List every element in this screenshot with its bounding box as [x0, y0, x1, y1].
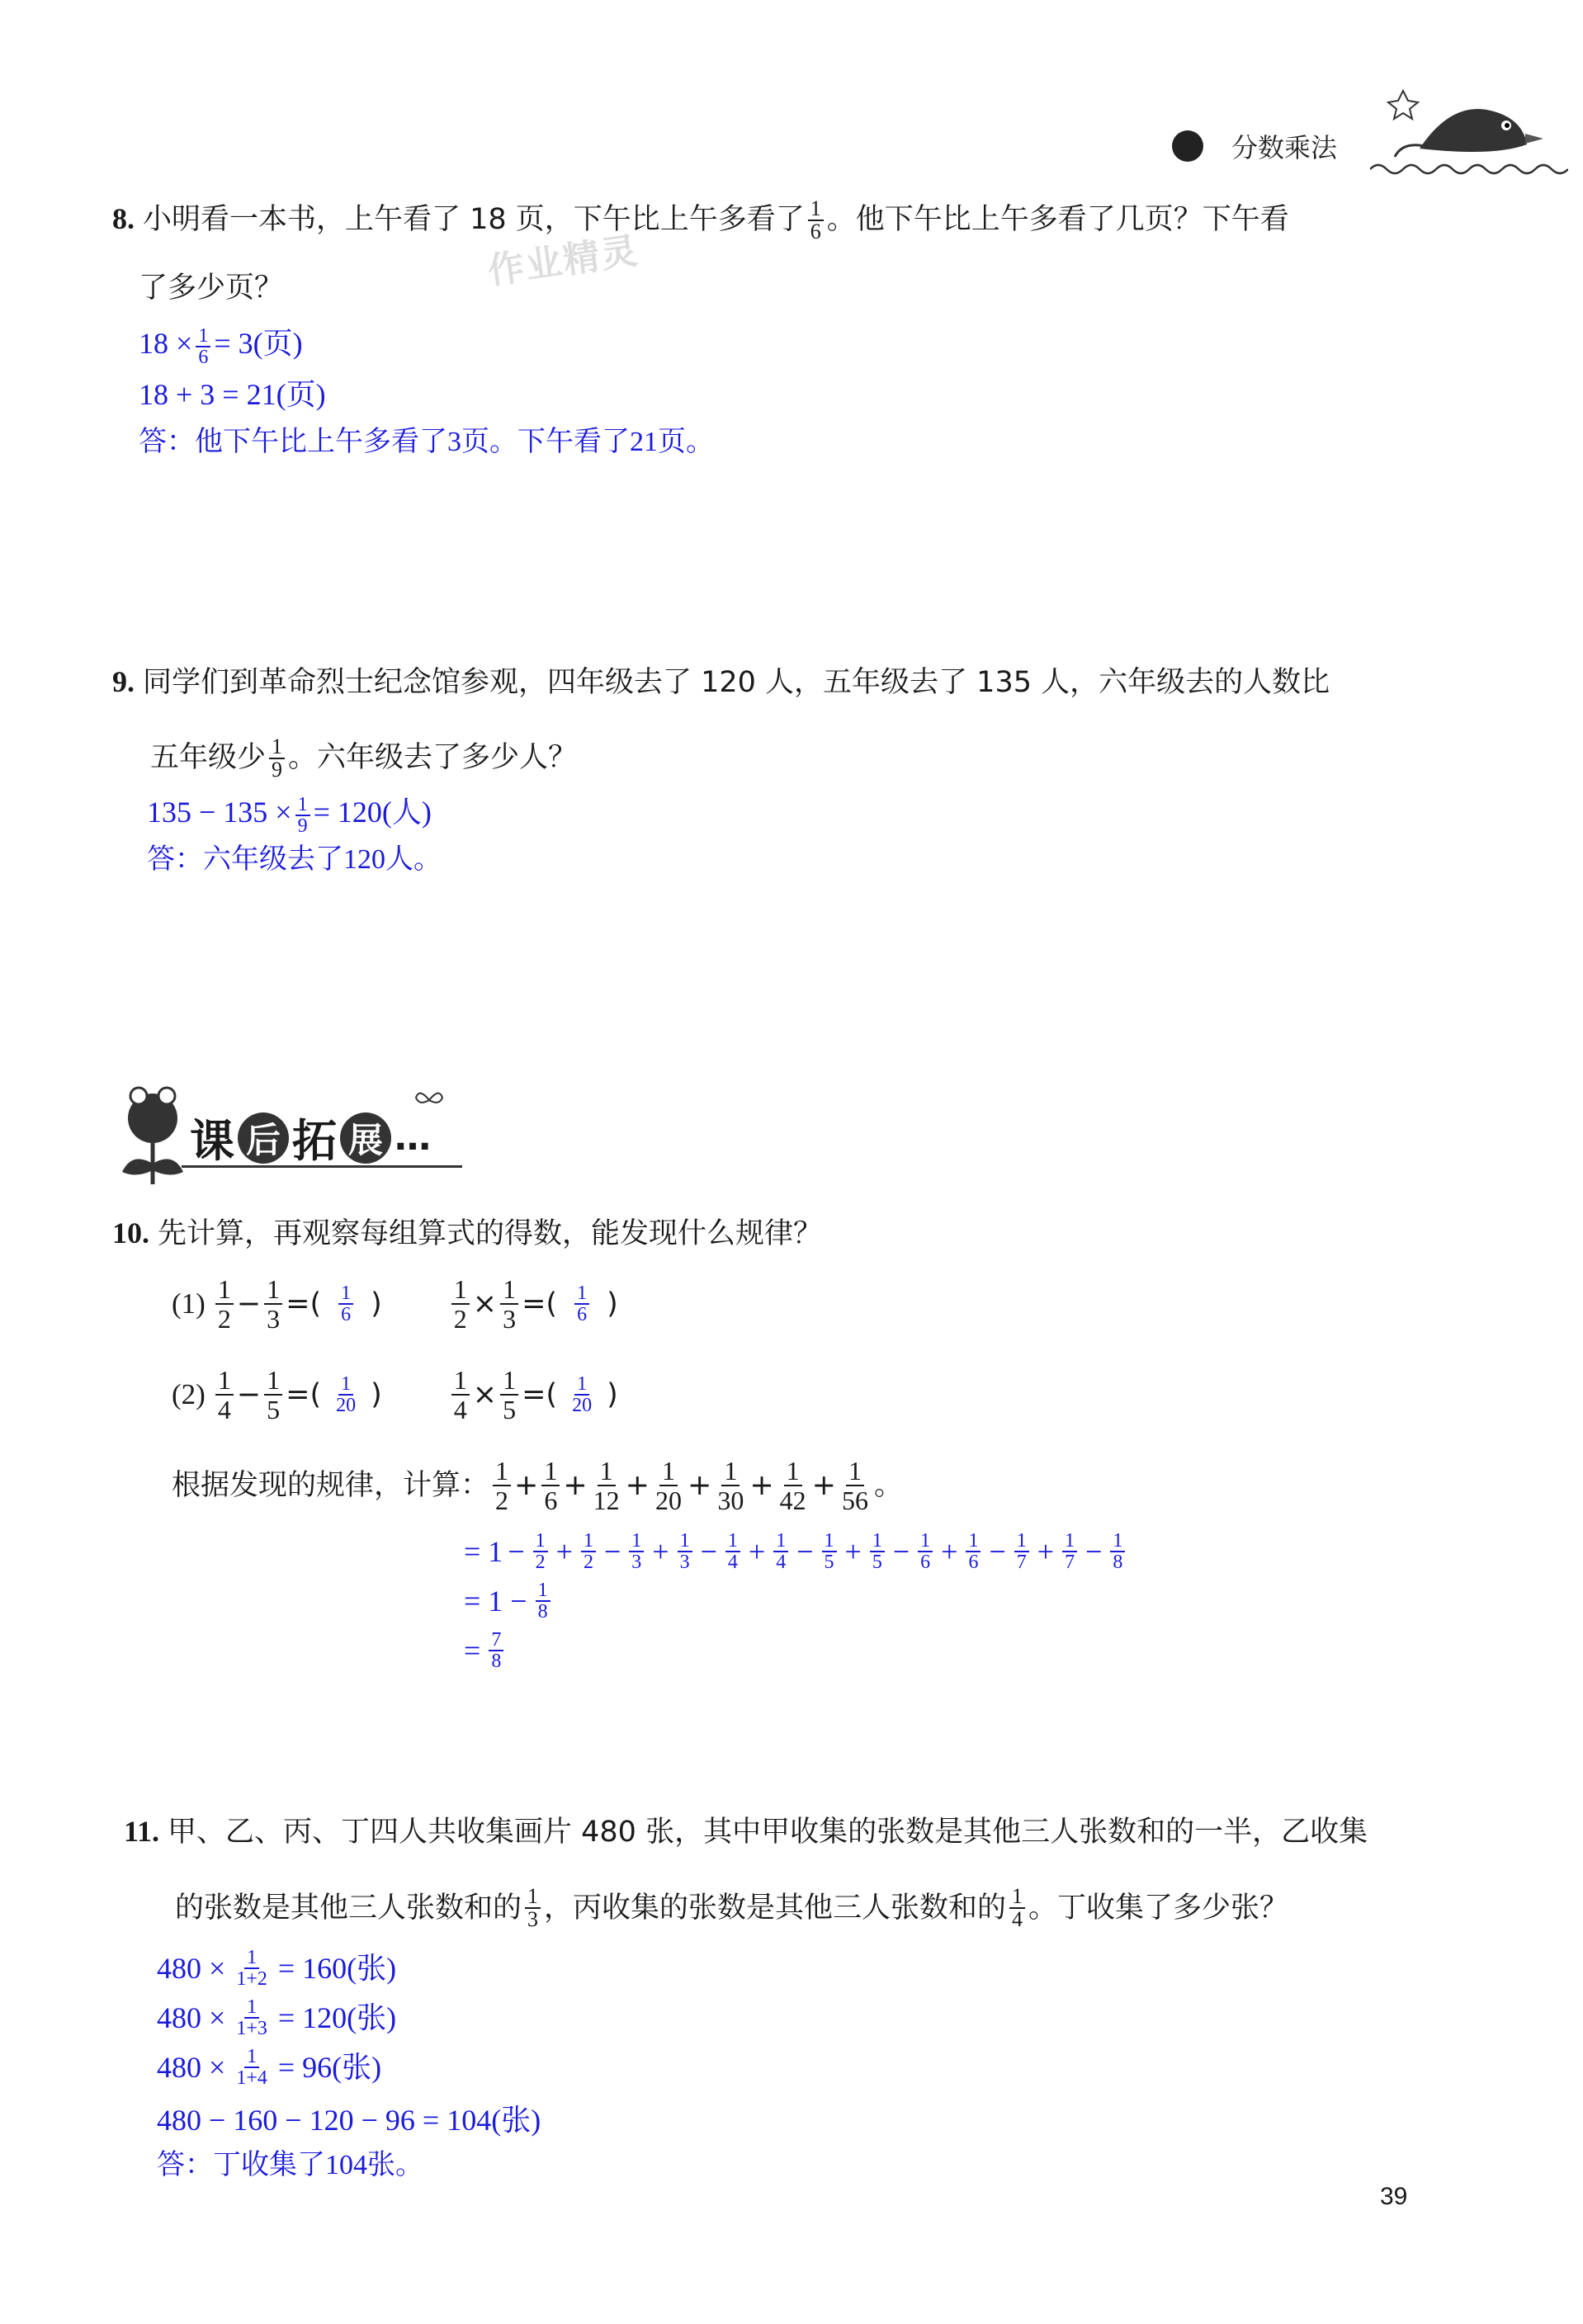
banner-char-circled: 后	[238, 1112, 289, 1164]
section-dot-icon	[1172, 130, 1203, 162]
q10-calc-prompt: 根据发现的规律，计算： $\frac{1}{2}$ + $\frac{1}{6}$ + $\frac{1}{12}$ + $\frac{1}{20}$ + $\frac{1}{30}$ + $\frac{1}{42}$ + $\frac{1}{56}$ 。	[172, 1456, 903, 1515]
section-banner	[116, 1081, 495, 1188]
watermark: 作业精灵	[484, 229, 642, 293]
banner-title	[190, 1106, 431, 1169]
answer-8-line2: 18 + 3 = 21(页)	[139, 378, 326, 411]
question-9	[112, 662, 1565, 702]
flower-icon	[116, 1081, 190, 1188]
answer-fraction: $\frac{1}{20}$	[336, 1373, 357, 1416]
question-number: 9.	[112, 665, 135, 698]
answer-9-line1: 135 − 135 × $\frac{1}{9}$ = 120(人)	[147, 793, 432, 837]
question-9-line2: 五年级少 $\frac{1}{9}$ 。六年级去了多少人？	[150, 735, 578, 782]
answer-fraction: $\frac{1}{20}$	[572, 1373, 593, 1416]
answer-8-line1: 18 × $\frac{1}{6}$ = 3(页)	[139, 324, 303, 368]
banner-underline	[182, 1165, 462, 1168]
answer-8-line3: 答：他下午比上午多看了3页。下午看了21页。	[139, 427, 714, 457]
answer-11-line1: 480 × $\frac{1}{1+2}$ = 160(张)	[157, 1947, 397, 1990]
fraction: $\frac{1}{6}$	[808, 198, 824, 243]
question-number: 10.	[112, 1216, 149, 1249]
banner-dots: …	[395, 1117, 431, 1159]
q10-work-line-3: = $\frac{7}{8}$	[464, 1630, 507, 1671]
question-11-line2: 的张数是其他三人张数和的 $\frac{1}{3}$ ，丙收集的张数是其他三人张数和的 $\frac{1}{4}$ 。丁收集了多少张？	[175, 1884, 1289, 1931]
section-title: 分数乘法	[1231, 132, 1338, 163]
butterfly-icon	[413, 1088, 446, 1112]
q10-work-line-1: = 1 − $\frac{1}{2}$ + $\frac{1}{2}$ − $\frac{1}{3}$ + $\frac{1}{3}$ − $\frac{1}{4}$ + $\frac{1}{4}$ − $\frac{1}{5}$ + $\frac{1}{5}$ − $\frac{1}{6}$ + $\frac{1}{6}$ − $\frac{1}{7}$ + $\frac{1}{7}$ − $\frac{1}{8}$	[464, 1531, 1128, 1572]
question-number: 11.	[124, 1815, 160, 1848]
banner-char: 拓	[292, 1115, 337, 1167]
question-text: 甲、乙、丙、丁四人共收集画片 480 张，其中甲收集的张数是其他三人张数和的一半，乙收集	[168, 1816, 1368, 1849]
answer-11-line5: 答：丁收集了104张。	[157, 2150, 423, 2180]
q10-row-1: (1) $\frac{1}{2}$ − $\frac{1}{3}$ =( $\frac{1}{6}$ ) $\frac{1}{2}$ × $\frac{1}{3}$ =( $\frac{1}{6}$ )	[172, 1274, 618, 1334]
answer-11-line3: 480 × $\frac{1}{1+4}$ = 96(张)	[157, 2046, 382, 2089]
answer-11-line4: 480 − 160 − 120 − 96 = 104(张)	[157, 2104, 541, 2137]
question-8-line2: 了多少页？	[139, 272, 284, 305]
question-text-tail: 。他下午比上午多看了几页？下午看	[826, 203, 1289, 236]
q10-work-line-2: = 1 − $\frac{1}{8}$	[464, 1580, 554, 1622]
question-text: 先计算，再观察每组算式的得数，能发现什么规律？	[158, 1217, 823, 1250]
page-number: 39	[1380, 2183, 1408, 2210]
banner-char-circled: 展	[340, 1112, 391, 1164]
answer-11-line2: 480 × $\frac{1}{1+3}$ = 120(张)	[157, 1996, 397, 2039]
question-text: 同学们到革命烈士纪念馆参观，四年级去了 120 人，五年级去了 135 人，六年级去的人数比	[143, 666, 1330, 699]
answer-9-line2: 答：六年级去了120人。	[147, 844, 442, 875]
header	[1172, 116, 1552, 182]
banner-char: 课	[190, 1115, 234, 1167]
question-11	[124, 1811, 1568, 1852]
answer-fraction: $\frac{1}{6}$	[574, 1283, 589, 1325]
question-text: 小明看一本书，上午看了 18 页，下午比上午多看了	[143, 203, 805, 236]
question-10	[112, 1213, 822, 1254]
bird-icon	[1370, 66, 1568, 182]
question-8	[112, 198, 1515, 243]
q10-row-2: (2) $\frac{1}{4}$ − $\frac{1}{5}$ =( $\frac{1}{20}$ ) $\frac{1}{4}$ × $\frac{1}{5}$ =( $\frac{1}{20}$ )	[172, 1365, 618, 1424]
answer-fraction: $\frac{1}{6}$	[338, 1283, 353, 1325]
question-number: 8.	[112, 202, 135, 235]
